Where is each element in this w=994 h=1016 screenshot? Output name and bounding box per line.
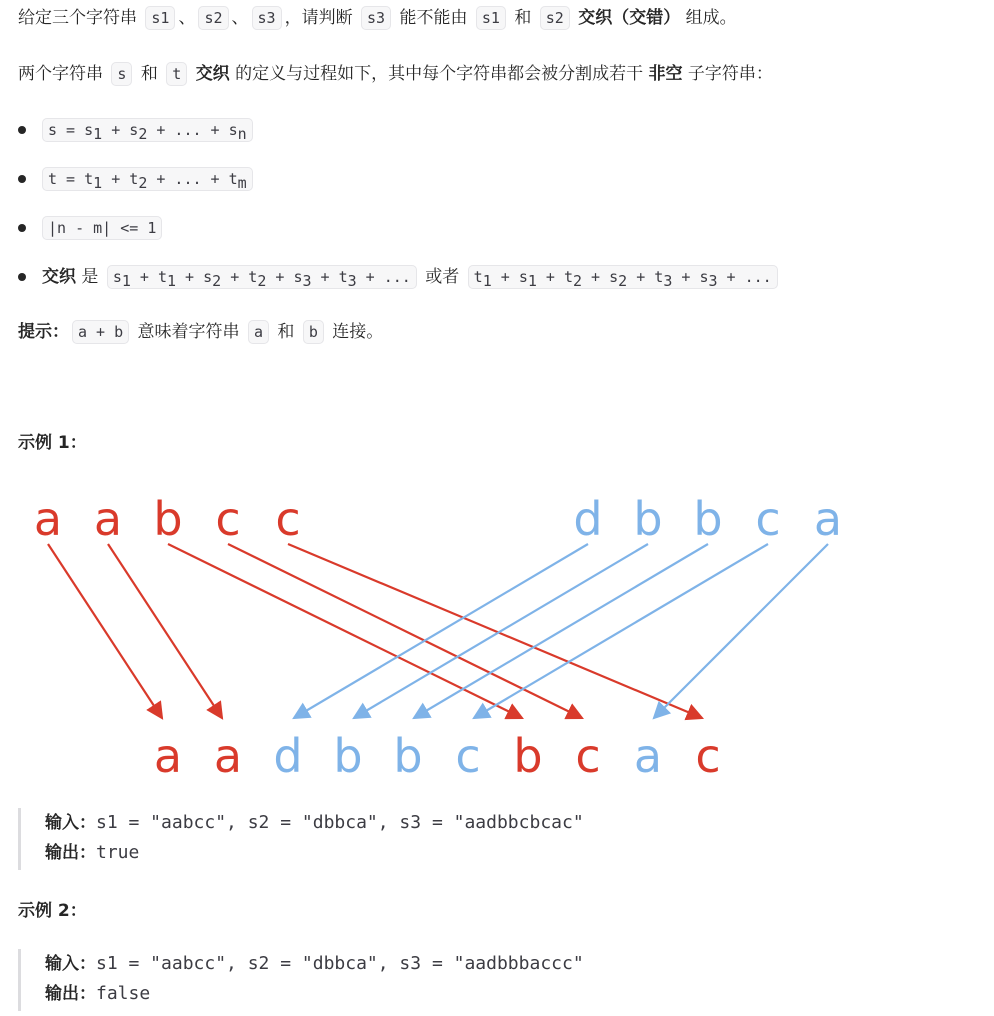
code-s: s xyxy=(111,62,132,86)
example-1-input: 输入：s1 = "aabcc", s2 = "dbbca", s3 = "aadbbcbcac" xyxy=(45,812,584,833)
s3-letter: d xyxy=(273,729,303,783)
s3-letter: b xyxy=(393,729,423,783)
bullet-t-definition xyxy=(42,164,256,194)
definition-paragraph: 两个字符串 s 和 t 交织 的定义与过程如下，其中每个字符串都会被分割成若干 非空 子字符串： xyxy=(18,64,773,84)
code-s3: s3 xyxy=(361,6,391,30)
bold-interleave: 交织 xyxy=(195,64,230,84)
s1-letter: c xyxy=(215,492,241,546)
code-s2: s2 xyxy=(198,6,228,30)
example-1-title: 示例 1： xyxy=(18,433,87,453)
code-b: b xyxy=(303,320,324,344)
example-2-output: 输出：false xyxy=(45,983,151,1004)
s2-arrow xyxy=(654,544,828,718)
s1-arrow xyxy=(168,544,522,718)
s2-arrow xyxy=(414,544,708,718)
code-s1: s1 xyxy=(476,6,506,30)
example-1-output: 输出：true xyxy=(45,842,140,863)
code-t: t xyxy=(166,62,187,86)
s2-letter: d xyxy=(573,492,603,546)
code-s3: s3 xyxy=(252,6,282,30)
example-1-block xyxy=(18,808,584,870)
bold-nonempty: 非空 xyxy=(648,64,683,84)
s1-letter: a xyxy=(33,492,63,546)
code-length-constraint: |n - m| <= 1 xyxy=(42,216,162,240)
s2-letter: c xyxy=(755,492,781,546)
intro-paragraph: 给定三个字符串 s1 、 s2 、 s3 ，请判断 s3 能不能由 s1 和 s2 交织（交错） 组成。 xyxy=(18,8,737,28)
s3-letter: c xyxy=(695,729,721,783)
s2-arrow xyxy=(354,544,648,718)
code-a: a xyxy=(248,320,269,344)
code-s2: s2 xyxy=(540,6,570,30)
bullet-dot xyxy=(18,126,26,134)
s3-letter: a xyxy=(213,729,243,783)
interleave-diagram xyxy=(0,480,994,790)
bullet-s-definition xyxy=(42,115,256,145)
hint-label: 提示： xyxy=(18,322,69,342)
example-2-input: 输入：s1 = "aabcc", s2 = "dbbca", s3 = "aadbbbaccc" xyxy=(45,953,584,974)
s3-letter: c xyxy=(455,729,481,783)
code-sequence-2: $t_1 + s_1 + t_2 + s_2 + t_3 + s_3$ + ... xyxy=(468,265,778,289)
bullet-length-constraint xyxy=(42,213,165,243)
s2-letter: b xyxy=(633,492,663,546)
code-sequence-1: $s_1 + t_1 + s_2 + t_2 + s_3 + t_3$ + ... xyxy=(107,265,417,289)
bold-interleave: 交织 xyxy=(42,267,76,287)
hint-paragraph: 提示： a + b 意味着字符串 a 和 b 连接。 xyxy=(18,322,384,342)
bullet-dot xyxy=(18,175,26,183)
s1-letter: c xyxy=(275,492,301,546)
code-t-sum: $t = t_1 + t_2$ + ... + $t_m$ xyxy=(42,167,253,191)
s3-letter: c xyxy=(575,729,601,783)
bullet-dot xyxy=(18,273,26,281)
s2-arrow xyxy=(474,544,768,718)
s1-arrow xyxy=(288,544,702,718)
s3-letter: b xyxy=(333,729,363,783)
s3-letter: b xyxy=(513,729,543,783)
s2-letter: b xyxy=(693,492,723,546)
code-a-plus-b: a + b xyxy=(72,320,129,344)
s3-letter: a xyxy=(633,729,663,783)
s2-arrow xyxy=(294,544,588,718)
s1-letter: b xyxy=(153,492,183,546)
s1-arrow xyxy=(48,544,162,718)
s3-letter: a xyxy=(153,729,183,783)
example-2-block xyxy=(18,949,584,1011)
code-s-sum: $s = s_1 + s_2$ + ... + $s_n$ xyxy=(42,118,253,142)
bullet-interleave-definition: 交织 是 $s_1 + t_1 + s_2 + t_2 + s_3 + t_3$ + ... 或者 $t_1 + s_1 + t_2 + s_2 + t_3 + s_3$ + ... xyxy=(42,262,781,292)
code-s1: s1 xyxy=(145,6,175,30)
example-2-title: 示例 2： xyxy=(18,901,87,921)
s2-letter: a xyxy=(813,492,843,546)
s1-letter: a xyxy=(93,492,123,546)
bold-interleave: 交织（交错） xyxy=(578,8,681,28)
bullet-dot xyxy=(18,224,26,232)
s1-arrow xyxy=(108,544,222,718)
s1-arrow xyxy=(228,544,582,718)
